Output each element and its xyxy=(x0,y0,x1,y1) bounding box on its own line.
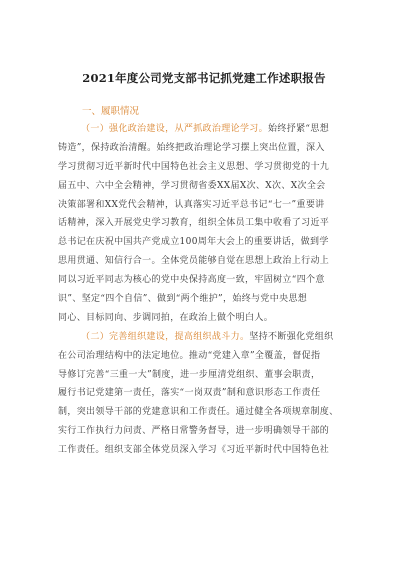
section-heading-performance: 一、履职情况 xyxy=(82,106,140,117)
paragraph-1-line: 同心、目标同向、步调同拍，在政治上做个明白人。 xyxy=(58,312,274,323)
paragraph-2-line xyxy=(58,328,350,347)
paragraph-1-line xyxy=(58,120,350,139)
paragraph-1-line: 届五中、六中全会精神，学习贯彻省委XX届X次、X次、X次全会 xyxy=(58,180,326,191)
paragraph-2-line: 制，突出领导干部的党建意识和工作责任。通过健全各项规章制度、 xyxy=(58,407,339,418)
paragraph-text: 始终抒紧“思想 xyxy=(268,124,330,134)
paragraph-1-line: 学习贯彻习近平新时代中国特色社会主义思想、学习贯彻党的十九 xyxy=(58,161,330,172)
paragraph-1-line: 同以习近平同志为核心的党中央保持高度一致，牢固树立“四个意 xyxy=(58,275,325,286)
paragraph-1-line: 决策部署和XX党代会精神，认真落实习近平总书记“七一”重要讲 xyxy=(58,199,325,210)
paragraph-2-line: 导修订完善“三重一大”制度，进一步厘清党组织、董事会职责， xyxy=(58,369,321,380)
paragraph-1-line: 话精神，深入开展党史学习教育，组织全体员工集中收看了习近平 xyxy=(58,218,330,229)
paragraph-1-line: 铸造”，保持政治清醒。始终把政治理论学习摆上突出位置，深入 xyxy=(58,142,325,153)
subheading-political-building: （一）强化政治建设，从严抓政治理论学习。 xyxy=(81,124,269,134)
paragraph-1-line: 识”、坚定“四个自信”、做到“两个维护”，始终与党中央思想 xyxy=(58,294,308,305)
document-title: 2021年度公司党支部书记抓党建工作述职报告 xyxy=(82,71,326,85)
paragraph-1-line: 思用贯通、知信行合一。全体党员能够自觉在思想上政治上行动上 xyxy=(58,256,330,267)
paragraph-2-line: 履行书记党建第一责任，落实“一岗双责”制和意识形态工作责任 xyxy=(58,388,321,399)
paragraph-2-line: 工作责任。组织支部全体党员深入学习《习近平新时代中国特色社 xyxy=(58,445,330,456)
document-body xyxy=(58,120,350,460)
subheading-organization-building: （二）完善组织建设，提高组织战斗力。 xyxy=(81,331,250,342)
paragraph-text: 坚持不断强化党组织 xyxy=(249,331,334,342)
paragraph-1-line: 总书记在庆祝中国共产党成立100周年大会上的重要讲话，做到学 xyxy=(58,237,329,248)
paragraph-2-line: 在公司治理结构中的法定地位。推动“党建入章”全覆盖，督促指 xyxy=(58,350,321,361)
paragraph-2-line: 实行工作执行力问责、严格日常警务督导，进一步明确领导干部的 xyxy=(58,426,330,437)
